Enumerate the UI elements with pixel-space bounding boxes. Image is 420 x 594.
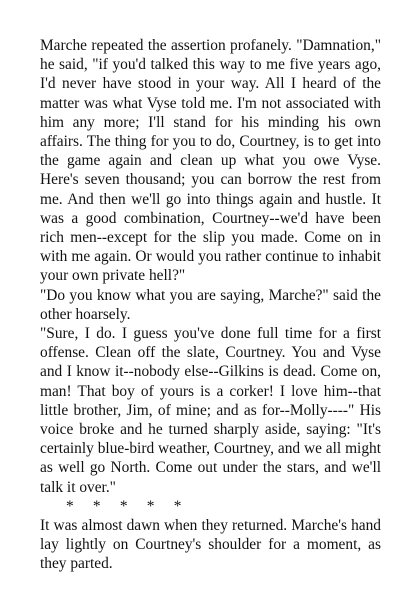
paragraph-1: Marche repeated the assertion profanely. "Damnation," he said, "if you'd talked this way to me five years ago, I'd never have stood in your way. All I heard of the matter was what Vyse told me. I'm not associated with him any more; I'll stand for his minding his own affairs. The thing for you to do, Courtney, is to get into the game again and clean up what you owe Vyse. Here's seven thousand; you can borrow the rest from me. And then we'll go into things again and hustle. It was a good combination, Courtney--we'd have been rich men--except for the slip you made. Come on in with me again. Or would you rather continue to inhabit your own private hell?" xyxy=(40,37,381,285)
paragraph-2: "Do you know what you are saying, Marche?" said the other hoarsely. xyxy=(40,286,381,323)
closing-paragraph: It was almost dawn when they returned. Marche's hand lay lightly on Courtney's shoulder for a moment, as they parted. xyxy=(40,517,381,573)
paragraph-3: "Sure, I do. I guess you've done full time for a first offense. Clean off the slate, Courtney. You and Vyse and I know it--nobody else--Gilkins is dead. Come on, man! That boy of yours is a corker! I love him--that little brother, Jim, of mine; and as for--Molly----" His voice broke and he turned sharply aside, saying: "It's certainly blue-bird weather, Courtney, and we all might as well go North. Come out under the stars, and we'll talk it over." xyxy=(40,325,381,496)
section-break: * * * * * xyxy=(66,497,182,515)
document-page xyxy=(40,36,381,574)
